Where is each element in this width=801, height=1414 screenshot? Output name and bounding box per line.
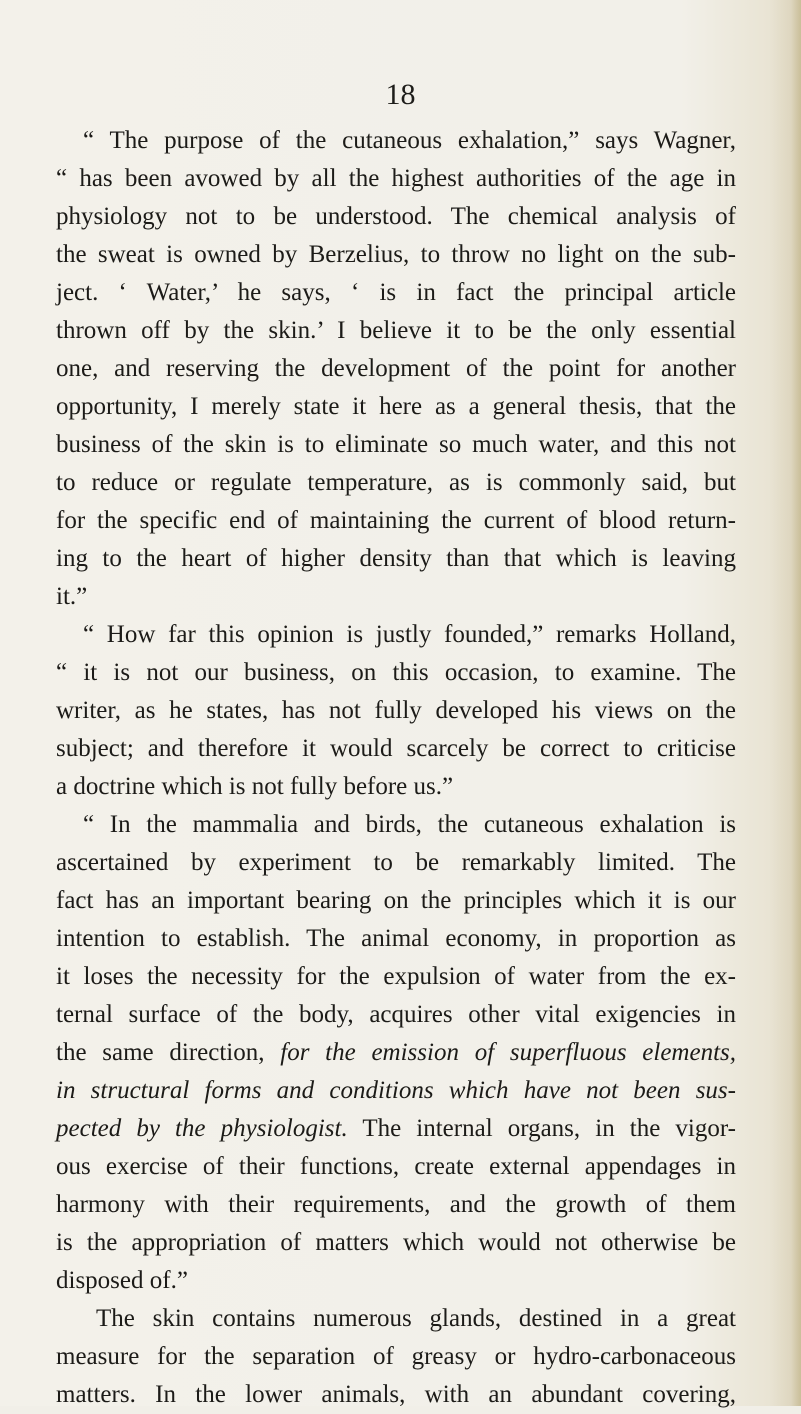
text-line: a doctrine which is not fully before us.” — [56, 773, 454, 800]
text-line: The skin contains numerous glands, destined in a great — [96, 1305, 736, 1332]
text-line: business of the skin is to eliminate so much water, and this not — [56, 431, 736, 458]
text-italic: pected by the physiologist. — [56, 1115, 348, 1142]
text-line: thrown off by the skin.’ I believe it to be the only essential — [56, 317, 736, 344]
text-line: “ The purpose of the cutaneous exhalation,” says Wagner, — [83, 127, 736, 154]
paragraph-2 — [56, 616, 736, 806]
text-line: “ it is not our business, on this occasion, to examine. The — [56, 659, 736, 686]
body-text — [56, 122, 736, 1414]
paragraph-3 — [56, 806, 736, 1300]
page-number: 18 — [385, 78, 416, 111]
text-plain: the same direction, — [56, 1039, 281, 1066]
text-line: physiology not to be understood. The chemical analysis of — [56, 203, 736, 230]
text-line: writer, as he states, has not fully developed his views on the — [56, 697, 736, 724]
text-line: fact has an important bearing on the principles which it is our — [56, 887, 736, 914]
text-line: it loses the necessity for the expulsion of water from the ex- — [56, 963, 736, 990]
paragraph-4 — [56, 1300, 736, 1414]
text-line: the sweat is owned by Berzelius, to throw no light on the sub- — [56, 241, 736, 268]
text-line-italic — [56, 1072, 736, 1110]
text-line: to reduce or regulate temperature, as is commonly said, but — [56, 469, 736, 496]
text-line: harmony with their requirements, and the growth of them — [56, 1191, 736, 1218]
text-line: ous exercise of their functions, create external appendages in — [56, 1153, 736, 1180]
text-line: matters. In the lower animals, with an abundant covering, — [56, 1381, 736, 1408]
text-line: ternal surface of the body, acquires other vital exigencies in — [56, 1001, 736, 1028]
text-line: one, and reserving the development of the point for another — [56, 355, 736, 382]
text-line: subject; and therefore it would scarcely be correct to criticise — [56, 735, 736, 762]
text-line: “ How far this opinion is justly founded,” remarks Holland, — [83, 621, 736, 648]
text-line: “ In the mammalia and birds, the cutaneous exhalation is — [83, 811, 736, 838]
text-plain: The internal organs, in the vigor- — [347, 1115, 736, 1142]
text-line: it.” — [56, 583, 88, 610]
text-line: disposed of.” — [56, 1267, 188, 1294]
text-line: ascertained by experiment to be remarkably limited. The — [56, 849, 736, 876]
text-line: “ has been avowed by all the highest authorities of the age in — [56, 165, 736, 192]
text-line-mixed — [56, 1034, 736, 1072]
text-line: ing to the heart of higher density than that which is leaving — [56, 545, 736, 572]
text-line: ject. ‘ Water,’ he says, ‘ is in fact the principal article — [56, 279, 736, 306]
page-edge-shadow — [791, 0, 801, 1406]
text-line: is the appropriation of matters which would not otherwise be — [56, 1229, 736, 1256]
paragraph-1 — [56, 122, 736, 616]
text-line-mixed — [56, 1110, 736, 1148]
text-line: opportunity, I merely state it here as a general thesis, that the — [56, 393, 736, 420]
text-italic: for the emission of superfluous elements, — [280, 1039, 737, 1066]
text-line: for the specific end of maintaining the current of blood return- — [56, 507, 736, 534]
text-italic: in structural forms and conditions which have not been sus- — [56, 1077, 736, 1104]
text-line: intention to establish. The animal economy, in proportion as — [56, 925, 736, 952]
text-line: measure for the separation of greasy or hydro-carbonaceous — [56, 1343, 736, 1370]
